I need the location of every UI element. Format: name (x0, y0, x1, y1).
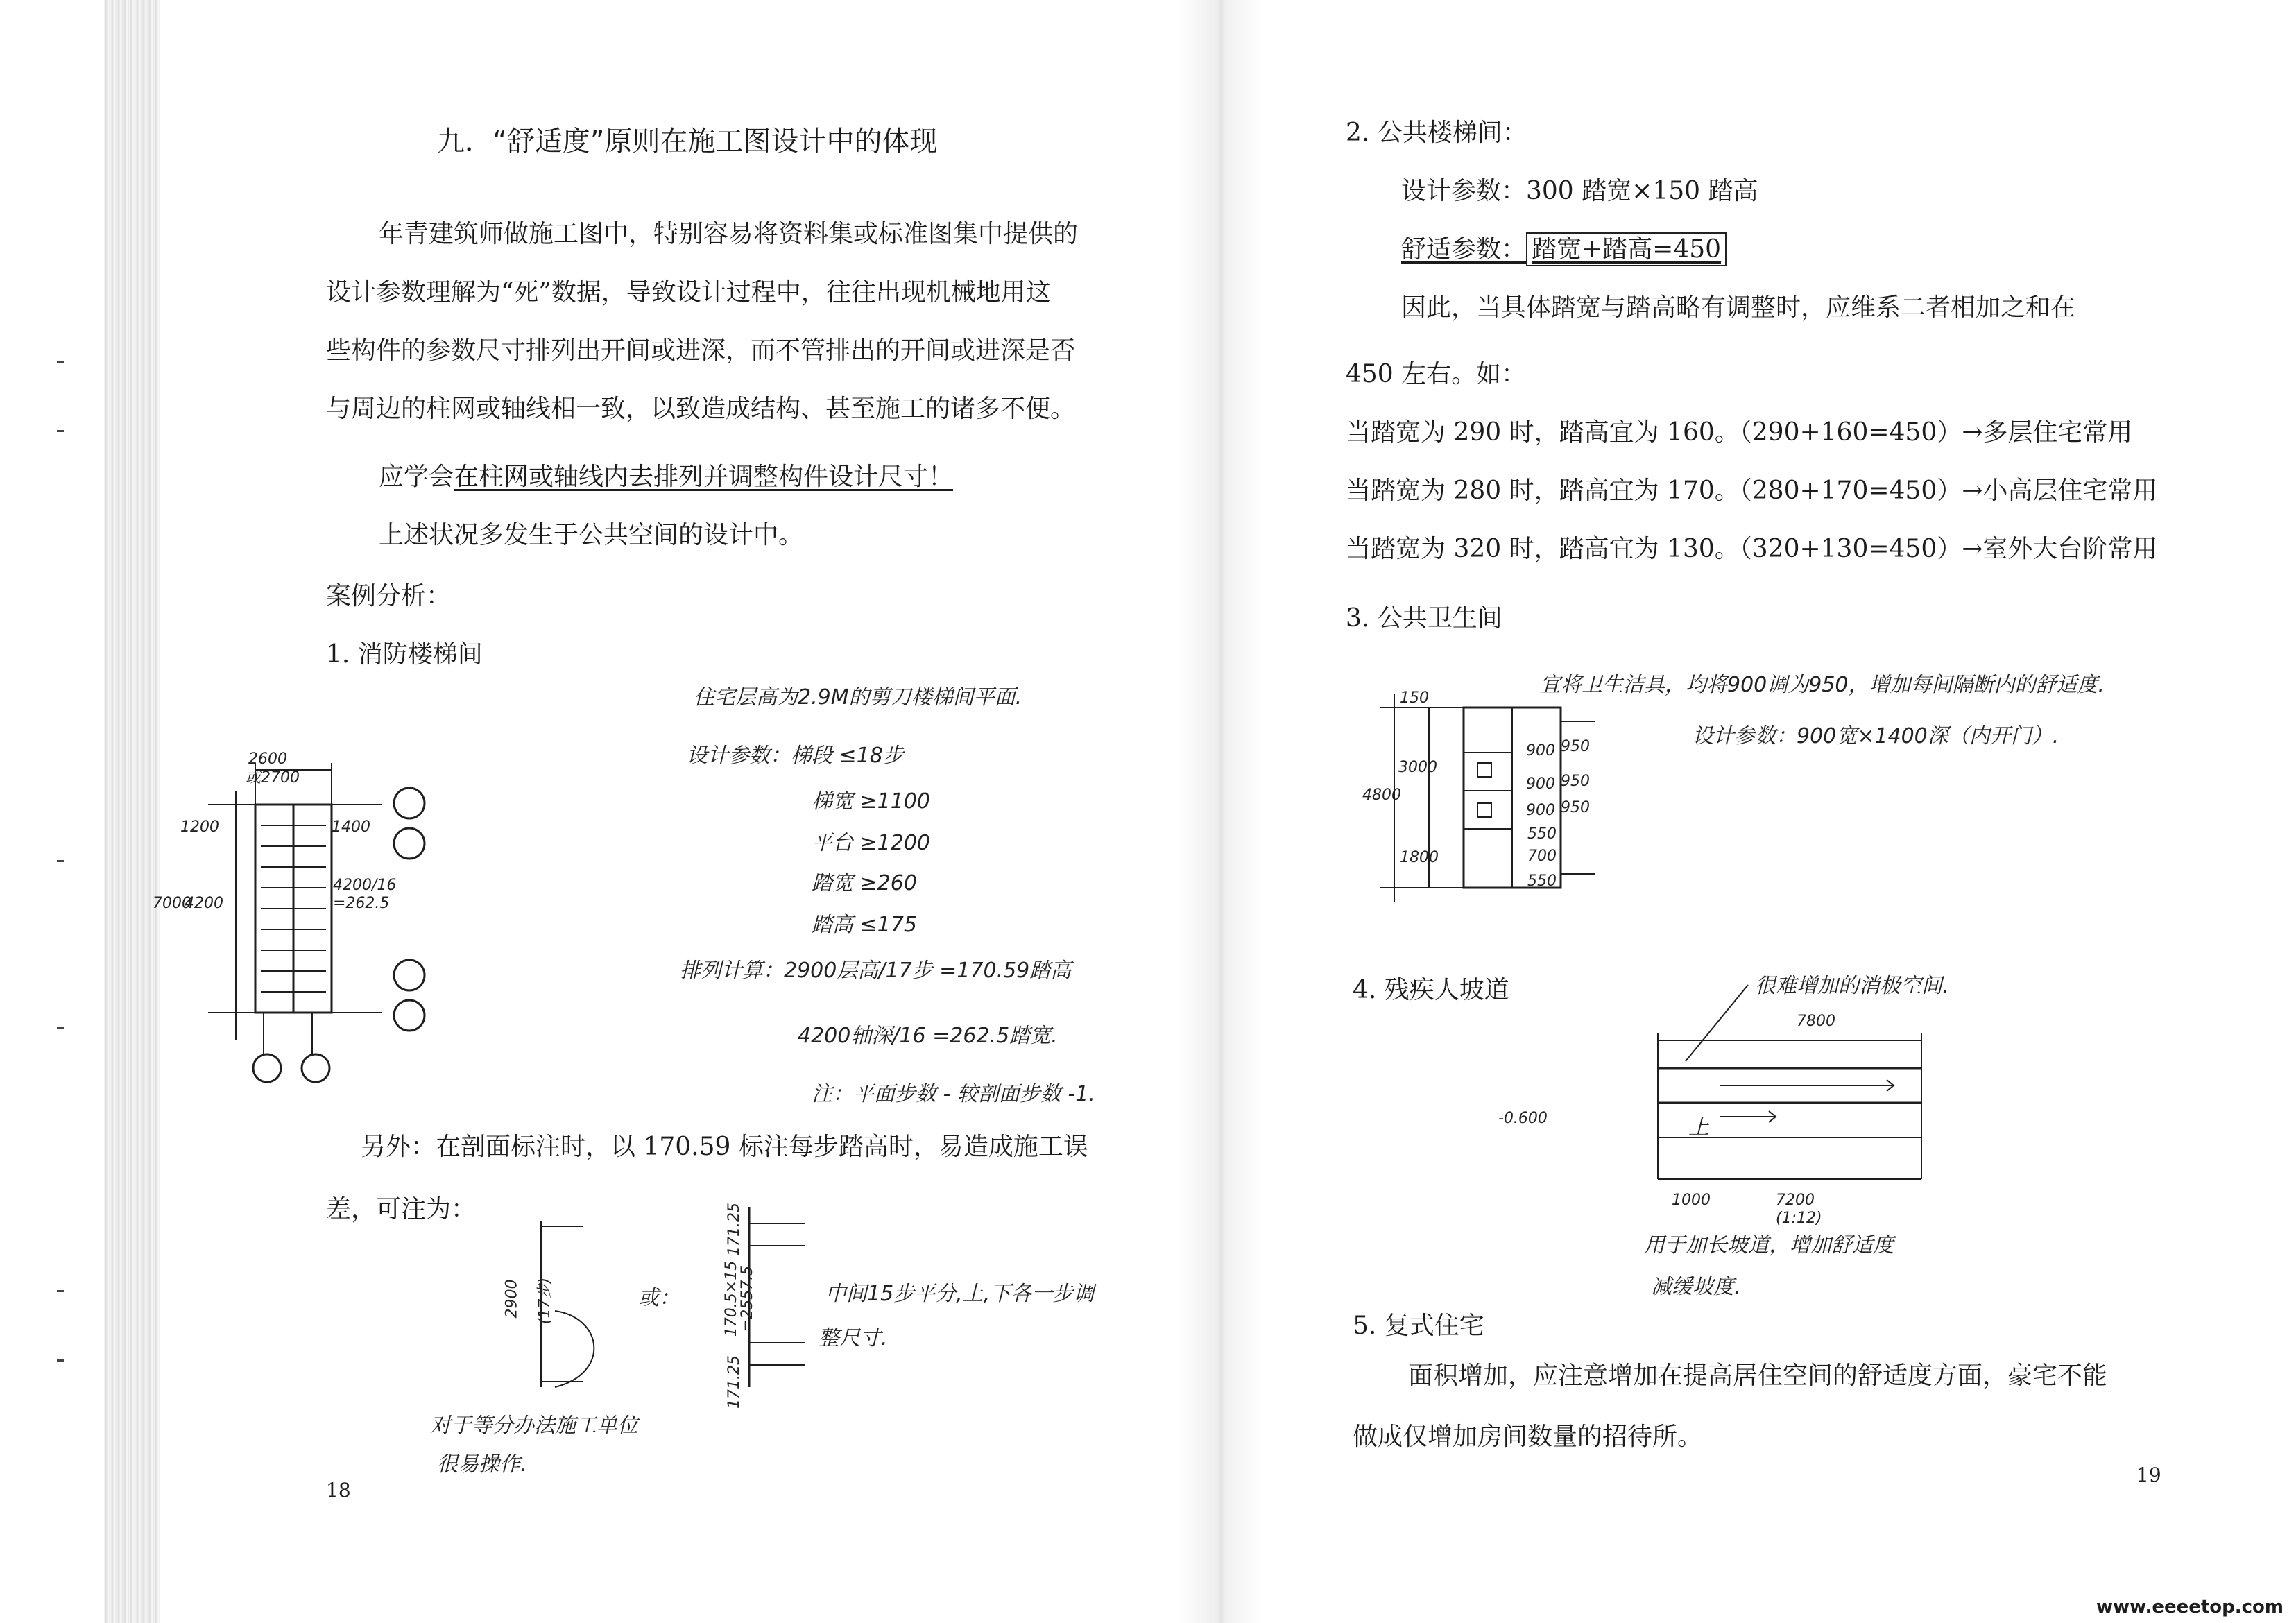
dim-label: 950 (1561, 799, 1590, 816)
stair-footnote: 注：平面步数 - 较剖面步数 -1. (812, 1082, 1095, 1106)
stair-note: 梯宽 ≥1100 (812, 789, 931, 814)
paragraph-line: 450 左右。如： (1346, 360, 1527, 388)
section-heading: 3. 公共卫生间 (1346, 604, 1502, 633)
dim-label: 7800 (1797, 1013, 1835, 1030)
dim-label: 900 (1526, 802, 1555, 819)
dim-label: 4800 (1362, 787, 1401, 804)
example-line: 当踏宽为 320 时，踏高宜为 130。（320+130=450）→室外大台阶常用 (1346, 535, 2158, 563)
dim-label: (1:12) (1776, 1210, 1822, 1227)
dim-label: 1800 (1400, 849, 1439, 866)
paragraph-line: 些构件的参数尺寸排列出开间或进深，而不管排出的开间或进深是否 (326, 336, 1076, 365)
dim-label: 2900 (503, 1279, 521, 1319)
dim-label: 1200 (180, 818, 219, 836)
section-heading: 1. 消防楼梯间 (326, 640, 483, 669)
stair-note: 平台 ≥1200 (812, 831, 931, 855)
dim-label: 170.5×15 (723, 1260, 741, 1337)
or-label: 或： (638, 1286, 680, 1310)
ramp-note: 很难增加的消极空间. (1755, 974, 1949, 998)
ramp-note: 用于加长坡道，增加舒适度 (1644, 1233, 1894, 1257)
stair-note: 设计参数：梯段 ≤18步 (687, 744, 904, 768)
comfort-parameter (1401, 236, 1727, 264)
book-binding-edge (104, 0, 160, 1623)
right-page (1269, 0, 2296, 1623)
watermark-text: www.eeeetop.com (2096, 1597, 2284, 1617)
paragraph-line: 设计参数理解为“死”数据，导致设计过程中，往往出现机械地用这 (326, 278, 1051, 307)
section-sketch-a (499, 1221, 652, 1429)
grid-bubbles (388, 777, 430, 1033)
dim-label: -0.600 (1498, 1110, 1548, 1127)
dim-label: 4200/16 (333, 877, 397, 894)
stair-note: 住宅层高为2.9M的剪刀楼梯间平面. (694, 685, 1022, 710)
ramp-sketch (1644, 971, 1935, 1207)
paragraph-line: 面积增加，应注意增加在提高居住空间的舒适度方面，豪宅不能 (1408, 1362, 2108, 1390)
page-number: 19 (2136, 1463, 2161, 1486)
paragraph-line: 另外：在剖面标注时，以 170.59 标注每步踏高时，易造成施工误 (361, 1133, 1088, 1161)
chapter-title: 九．“舒适度”原则在施工图设计中的体现 (437, 126, 938, 157)
dim-label: 950 (1561, 738, 1590, 755)
example-line: 当踏宽为 280 时，踏高宜为 170。（280+170=450）→小高层住宅常用 (1346, 476, 2158, 505)
dim-label: 3000 (1398, 759, 1437, 776)
dim-label: 550 (1527, 873, 1557, 890)
section-heading: 4. 残疾人坡道 (1353, 976, 1509, 1004)
design-parameter: 设计参数：300 踏宽×150 踏高 (1401, 177, 1758, 205)
dim-label: 171.25 (725, 1355, 743, 1409)
dim-label: 150 (1400, 689, 1429, 707)
dim-label: =2557.5 (739, 1265, 757, 1332)
dim-label: =262.5 (333, 895, 390, 912)
ramp-note: 减缓坡度. (1651, 1275, 1741, 1299)
stair-plan-sketch (194, 749, 402, 1096)
toilet-plan-sketch (1367, 680, 1616, 916)
dim-label: 1400 (332, 818, 370, 836)
section-note: 对于等分办法施工单位 (430, 1414, 638, 1438)
paragraph-line: 差，可注为： (326, 1195, 477, 1223)
page-number: 18 (326, 1479, 351, 1502)
dim-label: 4200 (185, 895, 223, 912)
left-page (153, 0, 1179, 1623)
paragraph-line: 因此，当具体踏宽与踏高略有调整时，应维系二者相加之和在 (1401, 293, 2076, 322)
dim-label: 或2700 (246, 769, 300, 787)
comfort-label: 舒适参数： (1401, 235, 1527, 264)
paragraph-line: 做成仅增加房间数量的招待所。 (1353, 1423, 1703, 1451)
comfort-formula: 踏宽+踏高=450 (1526, 232, 1727, 266)
advice-underlined: 在柱网或轴线内去排列并调整构件设计尺寸！ (454, 463, 954, 491)
book-gutter (1179, 0, 1262, 1623)
paragraph-advice (379, 463, 953, 491)
dim-label: 700 (1527, 848, 1557, 865)
dim-label: 550 (1527, 825, 1557, 843)
toilet-note: 宜将卫生洁具，均将900调为950，增加每间隔断内的舒适度. (1540, 673, 2105, 697)
dim-label: 1000 (1672, 1192, 1711, 1209)
section-heading: 5. 复式住宅 (1353, 1312, 1484, 1340)
dim-label: 900 (1526, 775, 1555, 793)
paragraph-line: 年青建筑师做施工图中，特别容易将资料集或标准图集中提供的 (379, 220, 1079, 248)
advice-prefix: 应学会 (379, 463, 454, 491)
dim-label: 7000 (153, 895, 191, 912)
example-line: 当踏宽为 290 时，踏高宜为 160。（290+160=450）→多层住宅常用 (1346, 418, 2133, 447)
section-note: 整尺寸. (819, 1326, 888, 1350)
toilet-note: 设计参数：900宽×1400深（内开门）. (1693, 724, 2059, 748)
dim-label: 7200 (1776, 1192, 1815, 1209)
section-note: 中间15步平分,上,下各一步调 (825, 1282, 1095, 1306)
paragraph-line: 上述状况多发生于公共空间的设计中。 (379, 521, 804, 549)
stair-calc: 4200轴深/16 =262.5踏宽. (798, 1024, 1058, 1048)
ramp-up-label: 上 (1688, 1115, 1709, 1140)
dim-label: (17步) (536, 1277, 554, 1325)
dim-label: 2600 (248, 750, 287, 768)
dim-label: 900 (1526, 742, 1555, 759)
paragraph-line: 与周边的柱网或轴线相一致，以致造成结构、甚至施工的诸多不便。 (326, 395, 1076, 423)
dim-label: 950 (1561, 773, 1590, 790)
stair-note: 踏宽 ≥260 (812, 871, 917, 895)
stair-note: 踏高 ≤175 (812, 913, 917, 937)
stair-calc: 排列计算：2900层高/17步 =170.59踏高 (680, 959, 1072, 983)
section-heading: 2. 公共楼梯间： (1346, 119, 1527, 147)
section-note: 很易操作. (437, 1452, 527, 1477)
case-heading: 案例分析： (326, 582, 452, 610)
dim-label: 171.25 (725, 1203, 743, 1256)
